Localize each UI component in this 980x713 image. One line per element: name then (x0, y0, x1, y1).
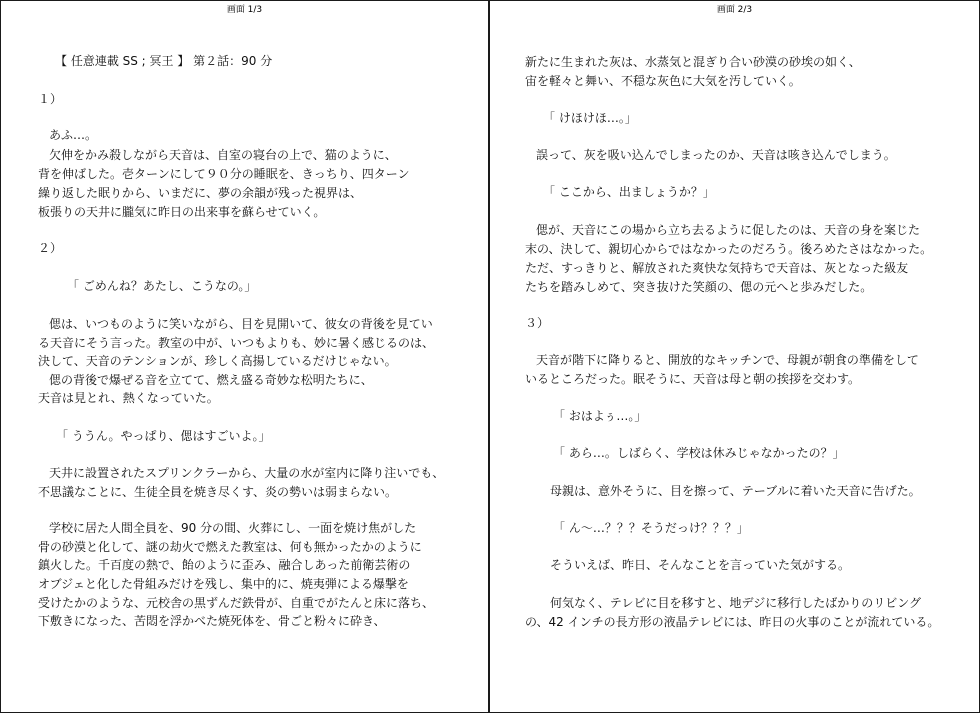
section-heading: １） (38, 92, 63, 106)
text-line: 天井に設置されたスプリンクラーから、大量の水が室内に降り注いでも、 (49, 466, 445, 480)
text-line: 宙を軽々と舞い、不穏な灰色に大気を汚していく。 (525, 74, 801, 88)
text-line: 下敷きになった、苦悶を浮かべた焼死体を、骨ごと粉々に砕き、 (38, 614, 386, 628)
text-line: る天音にそう言った。教室の中が、いつもよりも、妙に暑く感じるのは、 (38, 336, 435, 350)
text-line: オブジェと化した骨組みだけを残し、集中的に、焼夷弾による爆撃を (38, 577, 409, 591)
text-line: 受けたかのような、元校舎の黒ずんだ鉄骨が、自重でがたんと床に落ち、 (38, 596, 435, 610)
text-line: 新たに生まれた灰は、水蒸気と混ぎり合い砂漠の砂埃の如く、 (525, 55, 861, 69)
document-page-2 (489, 0, 980, 713)
dialogue-line: 「 ここから、出ましょうか？」 (543, 185, 715, 199)
text-line: 天音は見とれ、熱くなっていた。 (38, 391, 219, 405)
text-line: 骨の砂漠と化して、謎の劫火で燃えた教室は、何も無かったかのように (38, 540, 422, 554)
text-line: ただ、すっきりと、解放された爽快な気持ちで天音は、灰となった級友 (525, 261, 909, 275)
text-line: 鎮火した。千百度の熱で、飴のように歪み、融合しあった前衛芸術の (38, 558, 411, 572)
dialogue-line: 「 ううん。やっぱり、偲はすごいよ。」 (56, 429, 271, 443)
document-page-1 (0, 0, 489, 713)
section-heading: ２） (38, 241, 63, 255)
text-line: 学校に居た人間全員を、90 分の間、火葬にし、一面を焼け焦がした (49, 521, 417, 535)
text-line: 母親は、意外そうに、目を擦って、テーブルに着いた天音に告げた。 (550, 484, 921, 498)
text-line: 欠伸をかみ殺しながら天音は、自室の寝台の上で、猫のように、 (49, 148, 397, 162)
text-line: 繰り返した眠りから、いまだに、夢の余韻が残った視界は、 (38, 186, 363, 200)
story-title: 【 任意連載 SS ; 冥王 】 第２話：90 分 (55, 54, 273, 68)
dialogue-line: 「 あら…。しばらく、学校は休みじゃなかったの？」 (553, 446, 845, 460)
dialogue-line: 「 けほけほ…。」 (543, 111, 637, 125)
text-line: そういえば、昨日、そんなことを言っていた気がする。 (550, 558, 851, 572)
page-header: 画面 2/3 (716, 5, 753, 15)
text-line: 決して、天音のテンションが、珍しく高揚しているだけじゃない。 (38, 354, 397, 368)
text-line: 板張りの天井に朧気に昨日の出来事を蘇らせていく。 (38, 205, 326, 219)
text-line: 不思議なことに、生徒全員を焼き尽くす、炎の勢いは弱まらない。 (38, 485, 398, 499)
text-line: 背を伸ばした。壱ターンにして９０分の睡眠を、きっちり、四ターン (38, 167, 410, 181)
text-line: 偲の背後で爆ぜる音を立てて、燃え盛る奇妙な松明たちに、 (49, 373, 373, 387)
dialogue-line: 「 ん～…？？？そうだっけ？？？」 (553, 521, 749, 535)
text-line: 偲は、いつものように笑いながら、目を見開いて、彼女の背後を見てい (49, 317, 433, 331)
text-line: 偲が、天音にこの場から立ち去るように促したのは、天音の身を案じた (536, 223, 921, 237)
text-line: 何気なく、テレビに目を移すと、地デジに移行したばかりのリビング (550, 596, 922, 610)
text-line: あふ…。 (49, 128, 98, 142)
text-line: の、42 インチの長方形の液晶テレビには、昨日の火事のことが流れている。 (525, 615, 940, 629)
text-line: いるところだった。眠そうに、天音は母と朝の挨拶を交わす。 (525, 372, 861, 386)
page-header: 画面 1/3 (226, 5, 263, 15)
dialogue-line: 「 ごめんね？あたし、こうなの。」 (67, 279, 257, 293)
text-line: 末の、決して、親切心からではなかったのだろう。後ろめたさはなかった。 (525, 242, 933, 256)
section-heading: ３） (525, 316, 550, 330)
text-line: 誤って、灰を吸い込んでしまったのか、天音は咳き込んでしまう。 (536, 148, 896, 162)
text-line: 天音が階下に降りると、開放的なキッチンで、母親が朝食の準備をして (536, 353, 919, 367)
dialogue-line: 「 おはよぅ…。」 (553, 409, 647, 423)
text-line: たちを踏みしめて、突き抜けた笑顔の、偲の元へと歩みだした。 (525, 280, 873, 294)
